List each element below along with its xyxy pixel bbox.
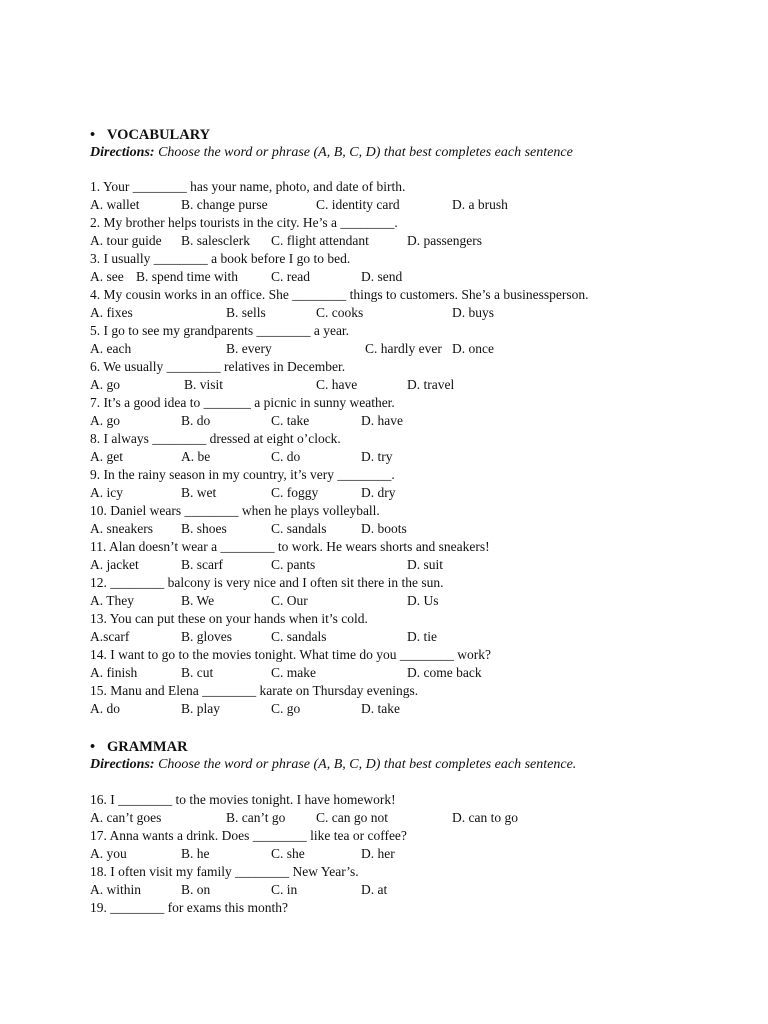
answer-option: C. foggy [271,485,319,500]
bullet-icon: • [90,739,96,755]
directions-label: Directions: [90,757,155,772]
question-text: 7. It’s a good idea to _______ a picnic in sunny weather. [90,395,395,410]
question-text: 2. My brother helps tourists in the city. He’s a ________. [90,215,398,230]
question-text: 3. I usually ________ a book before I go to bed. [90,251,351,266]
answer-option: D. take [361,701,400,716]
answer-option: A. be [181,449,211,464]
answer-option: D. have [361,413,403,428]
answer-option: D. can to go [452,810,518,825]
answer-option: C. read [271,269,310,284]
answer-option: B. every [226,341,272,356]
answer-option: C. sandals [271,521,327,536]
answer-option: B. cut [181,665,214,680]
answer-option: B. on [181,882,211,897]
answer-option: D. boots [361,521,407,536]
question-text: 16. I ________ to the movies tonight. I have homework! [90,792,396,807]
answer-options [90,700,730,718]
answer-option: A.scarf [90,629,130,644]
answer-option: B. spend time with [136,269,238,284]
directions-text: Choose the word or phrase (A, B, C, D) that best completes each sentence [154,145,573,160]
question-text: 8. I always ________ dressed at eight o’clock. [90,431,341,446]
answer-options [90,376,730,394]
answer-options [90,232,730,250]
question-text: 13. You can put these on your hands when it’s cold. [90,611,368,626]
grammar-section [90,738,730,917]
answer-options [90,340,730,358]
answer-options [90,628,730,646]
question-text: 18. I often visit my family ________ New Year’s. [90,864,359,879]
answer-option: B. change purse [181,197,268,212]
answer-option: D. a brush [452,197,508,212]
answer-option: A. icy [90,485,123,500]
answer-option: B. visit [184,377,224,392]
answer-option: A. each [90,341,132,356]
question-text: 19. ________ for exams this month? [90,900,288,915]
answer-options [90,592,730,610]
answer-options [90,664,730,682]
question-text: 5. I go to see my grandparents ________ a year. [90,323,350,338]
answer-option: B. do [181,413,211,428]
directions-label: Directions: [90,145,155,160]
directions [90,144,730,162]
answer-option: C. can go not [316,810,388,825]
answer-option: B. gloves [181,629,233,644]
answer-option: B. We [181,593,215,608]
question-list [90,178,730,718]
answer-option: C. take [271,413,310,428]
answer-option: B. sells [226,305,266,320]
answer-options [90,845,730,863]
answer-option: A. go [90,377,120,392]
answer-options [90,809,730,827]
answer-option: D. send [361,269,403,284]
question-text: 4. My cousin works in an office. She ________ things to customers. She’s a businessperson. [90,287,589,302]
question-text: 9. In the rainy season in my country, it’s very ________. [90,467,395,482]
answer-option: C. identity card [316,197,400,212]
answer-option: B. can’t go [226,810,286,825]
answer-option: D. Us [407,593,439,608]
answer-option: D. come back [407,665,482,680]
bullet-icon: • [90,127,96,143]
answer-option: A. you [90,846,127,861]
answer-option: D. at [361,882,388,897]
answer-option: B. shoes [181,521,227,536]
answer-option: A. do [90,701,120,716]
directions [90,756,730,774]
answer-options [90,448,730,466]
answer-option: A. sneakers [90,521,153,536]
question-text: 12. ________ balcony is very nice and I often sit there in the sun. [90,575,444,590]
answer-options [90,412,730,430]
answer-option: D. suit [407,557,444,572]
answer-option: A. within [90,882,142,897]
grammar-heading [90,738,730,756]
answer-option: C. flight attendant [271,233,369,248]
answer-option: D. once [452,341,494,356]
answer-option: A. jacket [90,557,139,572]
answer-option: D. buys [452,305,495,320]
answer-option: C. make [271,665,316,680]
answer-option: A. wallet [90,197,140,212]
answer-option: A. see [90,269,124,284]
answer-options [90,881,730,899]
vocabulary-section [90,126,730,718]
answer-options [90,268,730,286]
answer-option: C. go [271,701,301,716]
question-text: 15. Manu and Elena ________ karate on Thursday evenings. [90,683,419,698]
answer-option: D. tie [407,629,437,644]
section-title: VOCABULARY [107,127,211,143]
answer-option: A. get [90,449,123,464]
answer-option: A. go [90,413,120,428]
question-text: 11. Alan doesn’t wear a ________ to work. He wears shorts and sneakers! [90,539,490,554]
question-text: 14. I want to go to the movies tonight. What time do you ________ work? [90,647,491,662]
answer-option: D. try [361,449,393,464]
answer-option: D. dry [361,485,396,500]
answer-option: C. she [271,846,305,861]
answer-option: B. wet [181,485,217,500]
answer-option: A. They [90,593,134,608]
answer-options [90,520,730,538]
answer-option: C. sandals [271,629,327,644]
answer-option: D. her [361,846,395,861]
answer-option: B. he [181,846,210,861]
answer-option: C. Our [271,593,308,608]
answer-options [90,484,730,502]
question-text: 17. Anna wants a drink. Does ________ like tea or coffee? [90,828,407,843]
answer-option: C. in [271,882,298,897]
answer-option: B. salesclerk [181,233,250,248]
vocabulary-heading [90,126,730,144]
answer-options [90,196,730,214]
section-title: GRAMMAR [107,739,188,755]
answer-option: A. tour guide [90,233,162,248]
answer-option: D. passengers [407,233,482,248]
answer-option: A. finish [90,665,138,680]
question-text: 1. Your ________ has your name, photo, and date of birth. [90,179,406,194]
answer-option: B. play [181,701,220,716]
directions-text: Choose the word or phrase (A, B, C, D) that best completes each sentence. [154,757,577,772]
answer-option: C. cooks [316,305,364,320]
question-text: 10. Daniel wears ________ when he plays volleyball. [90,503,380,518]
answer-options [90,556,730,574]
answer-option: C. have [316,377,358,392]
answer-options [90,304,730,322]
answer-option: C. do [271,449,301,464]
answer-option: D. travel [407,377,455,392]
answer-option: C. pants [271,557,316,572]
answer-option: C. hardly ever [365,341,442,356]
answer-option: B. scarf [181,557,223,572]
question-text: 6. We usually ________ relatives in December. [90,359,346,374]
question-list [90,791,730,917]
answer-option: A. can’t goes [90,810,162,825]
answer-option: A. fixes [90,305,133,320]
